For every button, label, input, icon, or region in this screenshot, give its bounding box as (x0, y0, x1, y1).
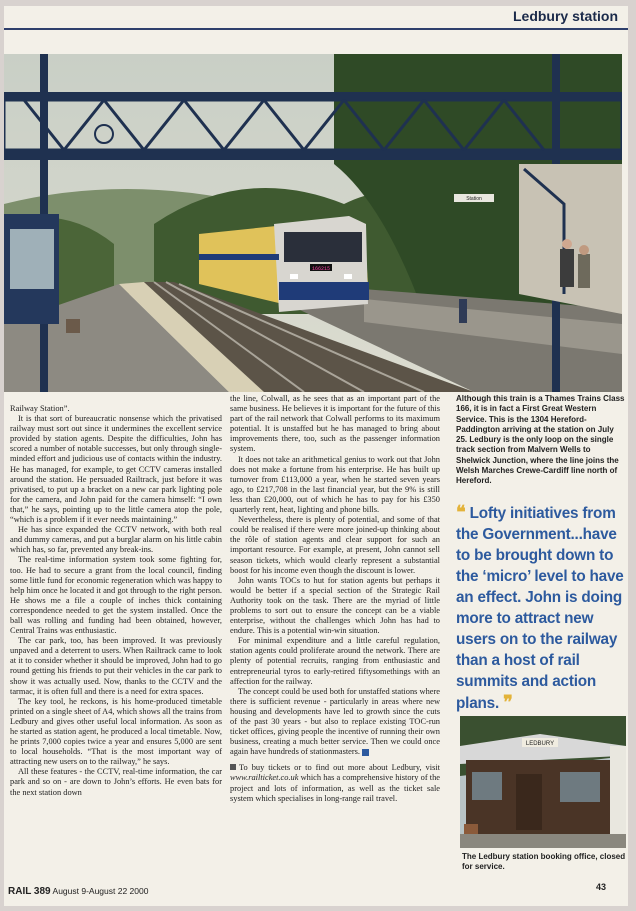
ticket-info-text-end: which has a comprehensive history of the project and lots of information, as well as the ticket sale system which specialises in long-range rail travel. (230, 773, 440, 803)
article-column-2 (230, 394, 440, 804)
platform-sign: Station (466, 196, 482, 202)
section-header: Ledbury station (512, 8, 618, 24)
close-quote-icon: ❞ (503, 692, 513, 712)
website-link[interactable]: www.railticket.co.uk (230, 773, 299, 783)
paragraph: He has since expanded the CCTV network, with both real and dummy cameras, and put a burglar alarm on his little cabin which has, so far, prevented any break-ins. (10, 525, 222, 555)
station-photo (4, 54, 622, 392)
paragraph: John wants TOCs to hut for station agents but perhaps it would be better if a special section of the Strategic Rail Authority took on the task. There are the myriad of little problems to sort out to ensure the concept can be a viable enterprise, without the challenges which John has had to endure. This is a potential win-win situation. (230, 575, 440, 636)
open-quote-icon: ❝ (456, 502, 466, 522)
booking-office-sign: LEDBURY (525, 741, 555, 747)
page-number: 43 (595, 882, 606, 892)
page-footer (8, 886, 148, 897)
paragraph (230, 687, 440, 758)
paragraph: Railway Station”. (10, 404, 70, 413)
header-rule (4, 28, 628, 30)
paragraph: The key tool, he reckons, is his home-produced timetable printed on a single sheet of A4, which shows all the trains from Ledbury and gives other useful local information. As soon as he started as station agent, he produced a local timetable. Now, he prints 7,000 copies twice a year and ensures 5,000 are sent to local households. “That is the most important way of attracting new users on to the railway,” he says. (10, 696, 222, 767)
paragraph: It does not take an arithmetical genius to work out that John does not make a fortune from his enterprise. He has built up turnover from £113,000 a year, when he started seven years ago, to £217,708 in the last financial year, but the 9% is still less than £20,000, out of which he has to pay for his £350 quarterly rent, heat, lighting and phone bills. (230, 454, 440, 515)
paragraph: It is that sort of bureaucratic nonsense which the privatised railway must sort out since it undermines the excellent service provided by station agents. Despite the difficulties, John has scored a number of notable successes, but only through single-minded effort and judicious use of contacts within the industry. He has managed, for example, to get CCTV cameras installed around the station. He persuaded Railtrack, just before it was privatised, to put up a bracket on a new car park lighting pole for the camera, and John paid for the camera himself: “I own that,” he says, pointing up to the little camera atop the pole, “which is a problem if it ever needs maintaining.” (10, 414, 222, 525)
article-column-1 (10, 404, 222, 798)
booking-office-photo (460, 716, 626, 848)
issue-dates: August 9-August 22 2000 (52, 886, 149, 896)
magazine-issue: RAIL 389 (8, 886, 51, 897)
ticket-info-text: To buy tickets or to find out more about Ledbury, visit (239, 763, 440, 773)
booking-office-caption: The Ledbury station booking office, closed for service. (462, 852, 626, 872)
end-of-article-icon (362, 749, 369, 756)
train-number-label: 166215 (311, 266, 331, 272)
pull-quote (456, 502, 628, 714)
magazine-page (4, 6, 628, 906)
paragraph: The car park, too, has been improved. It was previously unpaved and a deterrent to users. When Railtrack came to look at it to consider whether it should be improved, John had to go round getting his friends to put their vehicles in the car park to show it was actually used. Now, thanks to the CCTV and the tarmac, it is often full and there is a need for extra spaces. (10, 636, 222, 696)
paragraph-text: The concept could be used both for unstaffed stations where there is sufficient revenue - particularly in areas where new housing and developments have led to growth since the cuts of the past 30 years - but also to replace existing TOC-run ticket offices, giving people the incentive of running their own business, creating a much better service. Then we could once again have hundreds of stationmasters. (230, 686, 440, 757)
bullet-icon (230, 764, 236, 770)
paragraph: the line, Colwall, as he sees that as an important part of the same business. He believes it is important for the future of this part of the rail network that Colwall performs to its maximum potential. It is unstaffed but he has managed to bring about improvements there, too, such as the passenger information system. (230, 394, 440, 454)
photo-caption: Although this train is a Thames Trains Class 166, it is in fact a First Great Western Service. This is the 1304 Hereford-Paddington arriving at the station on July 25. Ledbury is the only loop on the single track section from Malvern Wells to Shelwick Junction, where the line joins the Welsh Marches Crewe-Cardiff line north of Hereford. (456, 394, 625, 486)
ticket-info (230, 763, 440, 803)
paragraph: For minimal expenditure and a little careful regulation, station agents could proliferate around the network. There are plenty of potential recruits, ranging from enthusiastic and entrepreneurial tyros to early-retired fiftysomethings with an affection for the railway. (230, 636, 440, 686)
pull-quote-text: Lofty initiatives from the Government...have to be brought down to the ‘micro’ level to have an effect. John is doing more to attract new users on to the railway than a host of rail summits and action plans. (456, 505, 624, 712)
paragraph: All these features - the CCTV, real-time information, the car park and so on - are down to John’s efforts. He even bats for the next station down (10, 767, 222, 797)
paragraph: The real-time information system took some fighting for, too. He had to secure a grant from the local council, finding some little fund for economic regeneration which was happy to help him once he located it and got through to the right person. He shows me a file a couple of inches thick containing correspondence needed to get the system installed. Once the ball was rolling and funding had been obtained, however, Central Trains was enthusiastic. (10, 555, 222, 636)
paragraph: Nevertheless, there is plenty of potential, and some of that could be realised if there were more joined-up thinking about the rôle of station agents and clear support for such an important resource. For example, at present, John cannot sell season tickets, which would clearly represent a substantial boost for his income even though the discount is lower. (230, 515, 440, 575)
